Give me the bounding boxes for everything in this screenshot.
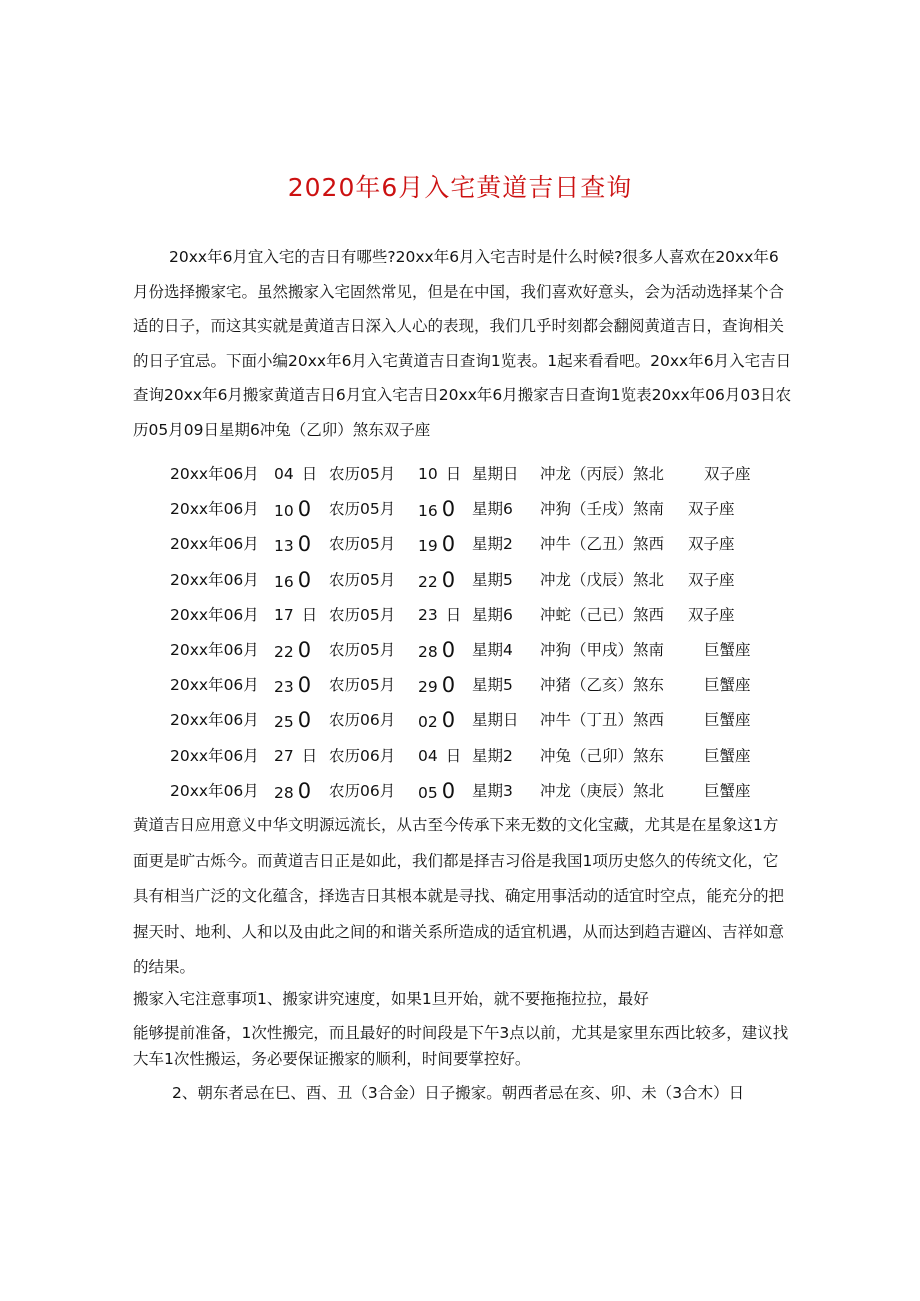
row-solar-day-day: 23 — [274, 678, 294, 697]
row-lunar-month: 农历06月 — [329, 711, 396, 730]
row-date: 20xx年06月 — [170, 746, 259, 765]
row-chong-sha: 冲龙（庚辰）煞北 — [540, 781, 665, 800]
row-date: 20xx年06月 — [170, 500, 259, 519]
row-solar-day-day: 28 — [274, 783, 294, 802]
row-lunar-day-day: 10 — [418, 465, 438, 483]
row-weekday: 星期日 — [472, 711, 519, 730]
row-chong-sha: 冲猪（乙亥）煞东 — [540, 676, 665, 695]
row-lunar-day-mark: 0 — [441, 708, 456, 733]
row-lunar-month: 农历05月 — [329, 570, 396, 589]
row-lunar-month: 农历05月 — [329, 500, 396, 519]
row-lunar-month: 农历05月 — [329, 465, 396, 483]
row-chong-sha: 冲蛇（己已）煞西 — [540, 605, 665, 624]
row-lunar-day-day: 29 — [418, 678, 438, 697]
row-chong-sha: 冲牛（丁丑）煞西 — [540, 711, 665, 730]
row-solar-day-mark: 0 — [297, 497, 312, 522]
row-lunar-month: 农历05月 — [329, 535, 396, 554]
row-chong-sha: 冲狗（甲戌）煞南 — [540, 641, 665, 659]
row-solar-day-day: 27 — [274, 746, 294, 765]
row-date: 20xx年06月 — [170, 641, 259, 659]
moving-notes-paragraph: 能够提前准备，1次性搬完，而且最好的时间段是下午3点以前，尤其是家里东西比较多，建议找大车1次性搬运，务必要保证搬家的顺利，时间要掌控好。 — [133, 1024, 789, 1068]
row-solar-day-day: 16 — [274, 572, 294, 591]
row-date: 20xx年06月 — [170, 535, 259, 554]
row-lunar-month: 农历06月 — [329, 781, 396, 800]
row-date: 20xx年06月 — [170, 605, 259, 624]
row-lunar-day-day: 04 — [418, 746, 438, 765]
row-weekday: 星期6 — [472, 500, 513, 519]
row-weekday: 星期5 — [472, 570, 513, 589]
row-chong-sha: 冲兔（己卯）煞东 — [540, 746, 665, 765]
row-solar-day — [274, 603, 317, 625]
row-lunar-day-day: 28 — [418, 643, 438, 661]
row-zodiac: 双子座 — [688, 570, 735, 589]
row-lunar-day — [418, 638, 455, 662]
row-lunar-day-mark: 0 — [441, 778, 456, 803]
moving-notes-heading: 搬家入宅注意事项1、搬家讲究速度，如果1旦开始，就不要拖拖拉拉，最好 — [133, 990, 649, 1008]
row-date: 20xx年06月 — [170, 570, 259, 589]
row-solar-day-day: 22 — [274, 643, 294, 661]
row-lunar-day — [418, 708, 455, 732]
row-zodiac: 双子座 — [688, 605, 735, 624]
row-chong-sha: 冲龙（丙辰）煞北 — [540, 465, 665, 483]
row-date: 20xx年06月 — [170, 465, 259, 483]
row-lunar-day-mark: 日 — [445, 746, 462, 765]
row-weekday: 星期5 — [472, 676, 513, 695]
row-zodiac: 双子座 — [688, 500, 735, 519]
row-solar-day-mark: 0 — [297, 532, 312, 557]
row-lunar-day-day: 05 — [418, 783, 438, 802]
row-lunar-day-mark: 0 — [441, 673, 456, 698]
row-weekday: 星期3 — [472, 781, 513, 800]
row-lunar-day-mark: 0 — [441, 497, 456, 522]
huangdao-paragraph: 黄道吉日应用意义中华文明源远流长，从古至今传承下来无数的文化宝藏，尤其是在星象这1方面更是旷古烁今。而黄道吉日正是如此，我们都是择吉习俗是我国1项历史悠久的传统文化，它具有相当广泛的文化蕴含，择选吉日其根本就是寻找、确定用事活动的适宜时空点，能充分的把握天时、地利、人和以及由此之间的和谐关系所造成的适宜机遇，从而达到趋吉避凶、吉祥如意的结果。 — [133, 816, 785, 976]
row-zodiac: 巨蟹座 — [704, 781, 751, 800]
row-lunar-day-mark: 0 — [441, 638, 456, 662]
row-weekday: 星期日 — [472, 465, 519, 483]
row-lunar-day — [418, 568, 455, 592]
row-lunar-day — [418, 532, 455, 556]
row-lunar-day — [418, 603, 461, 625]
row-lunar-month: 农历06月 — [329, 746, 396, 765]
row-solar-day-mark: 日 — [301, 605, 318, 624]
moving-notes-item-2: 2、朝东者忌在巳、酉、丑（3合金）日子搬家。朝西者忌在亥、卯、未（3合木）日 — [172, 1084, 745, 1102]
row-solar-day-mark: 日 — [301, 465, 318, 483]
row-solar-day-mark: 日 — [301, 746, 318, 765]
row-lunar-day-mark: 0 — [441, 567, 456, 592]
row-solar-day — [274, 673, 311, 697]
row-lunar-day-day: 23 — [418, 605, 438, 624]
row-solar-day — [274, 462, 317, 484]
row-solar-day — [274, 497, 311, 521]
row-weekday: 星期6 — [472, 605, 513, 624]
row-weekday: 星期2 — [472, 746, 513, 765]
row-solar-day-day: 17 — [274, 605, 294, 624]
row-lunar-day-day: 19 — [418, 537, 438, 556]
row-zodiac: 双子座 — [688, 535, 735, 554]
intro-rest: 6月份选择搬家宅。虽然搬家入宅固然常见，但是在中国，我们喜欢好意头，会为活动选择某个合适的日子，而这其实就是黄道吉日深入人心的表现，我们几乎时刻都会翻阅黄道吉日，查询相关的日子宜忌。下面小编20xx年6月入宅黄道吉日查询1览表。1起来看看吧。20xx年6月入宅吉日查询20xx年6月搬家黄道吉日6月宜入宅吉日20xx年6月搬家吉日查询1览表20xx年06月03日农历05月09日星期6冲兔（乙卯）煞东双子座 — [133, 248, 792, 439]
row-lunar-day-day: 22 — [418, 572, 438, 591]
row-lunar-day — [418, 497, 455, 521]
row-lunar-day-mark: 日 — [445, 465, 462, 483]
row-solar-day — [274, 568, 311, 592]
row-chong-sha: 冲牛（乙丑）煞西 — [540, 535, 665, 554]
row-zodiac: 巨蟹座 — [704, 711, 751, 730]
row-solar-day — [274, 779, 311, 803]
row-lunar-day — [418, 673, 455, 697]
row-zodiac: 双子座 — [704, 465, 751, 483]
row-zodiac: 巨蟹座 — [704, 746, 751, 765]
row-date: 20xx年06月 — [170, 676, 259, 695]
row-weekday: 星期4 — [472, 641, 513, 659]
row-lunar-day-day: 16 — [418, 502, 438, 521]
row-date: 20xx年06月 — [170, 781, 259, 800]
row-lunar-month: 农历05月 — [329, 676, 396, 695]
row-weekday: 星期2 — [472, 535, 513, 554]
row-solar-day-day: 25 — [274, 713, 294, 732]
row-lunar-day — [418, 462, 461, 484]
row-solar-day-mark: 0 — [297, 567, 312, 592]
row-solar-day — [274, 744, 317, 766]
row-chong-sha: 冲狗（壬戌）煞南 — [540, 500, 665, 519]
page-title: 2020年6月入宅黄道吉日查询 — [287, 173, 633, 202]
row-lunar-day — [418, 744, 461, 766]
row-zodiac: 巨蟹座 — [704, 641, 751, 659]
row-lunar-day-day: 02 — [418, 713, 438, 732]
row-solar-day — [274, 708, 311, 732]
row-solar-day-mark: 0 — [297, 638, 312, 662]
row-chong-sha: 冲龙（戊辰）煞北 — [540, 570, 665, 589]
intro-paragraph — [133, 240, 793, 447]
row-lunar-day — [418, 779, 455, 803]
row-solar-day — [274, 638, 311, 662]
row-solar-day-day: 10 — [274, 502, 294, 521]
row-solar-day — [274, 532, 311, 556]
row-lunar-day-mark: 日 — [445, 605, 462, 624]
row-lunar-day-mark: 0 — [441, 532, 456, 557]
row-solar-day-mark: 0 — [297, 778, 312, 803]
intro-line1: 20xx年6月宜入宅的吉日有哪些?20xx年6月入宅吉时是什么时候?很多人喜欢在20xx年 — [169, 248, 769, 266]
row-solar-day-mark: 0 — [297, 673, 312, 698]
row-lunar-month: 农历05月 — [329, 641, 396, 659]
row-solar-day-mark: 0 — [297, 708, 312, 733]
row-zodiac: 巨蟹座 — [704, 676, 751, 695]
row-solar-day-day: 04 — [274, 465, 294, 483]
row-date: 20xx年06月 — [170, 711, 259, 730]
row-solar-day-day: 13 — [274, 537, 294, 556]
row-lunar-month: 农历05月 — [329, 605, 396, 624]
